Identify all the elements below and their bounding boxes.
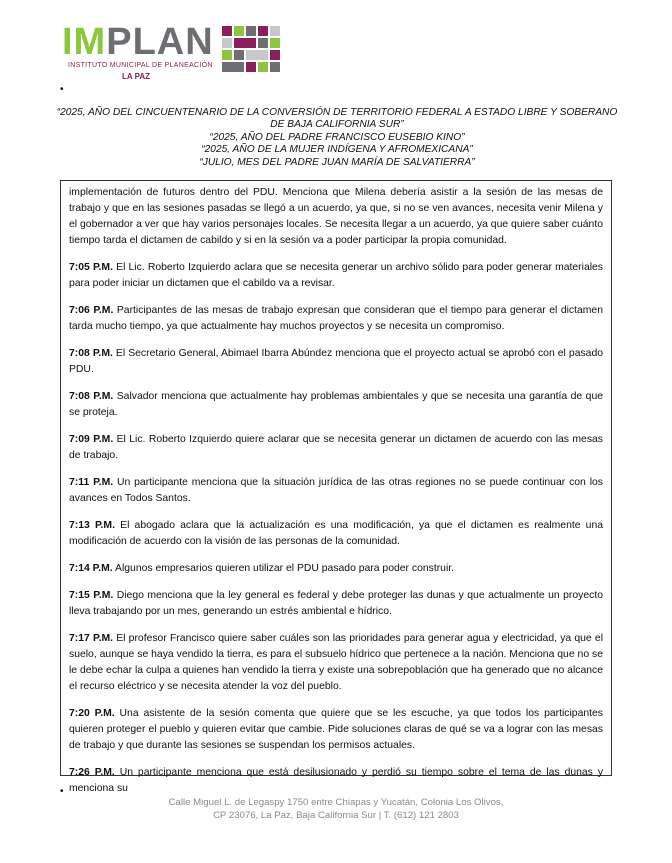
entry-text: Algunos empresarios quieren utilizar el PDU pasado para poder construir. [112, 563, 455, 574]
slogan-1: “2025, AÑO DEL CINCUENTENARIO DE LA CONVERSIÓN DE TERRITORIO FEDERAL A ESTADO LIBRE Y SOBERANO DE BAJA CALIFORNIA SUR” [56, 107, 618, 131]
entry-time: 7:11 P.M. [69, 477, 114, 488]
entry-time: 7:20 P.M. [69, 708, 115, 719]
entry-text: Salvador menciona que actualmente hay problemas ambientales y que se necesita una garantía de que se proteja. [69, 391, 604, 418]
entry-text: implementación de futuros dentro del PDU. Menciona que Milena debería asistir a la sesión de las mesas de trabajo y que en las sesiones pasadas se llegó a un acuerdo, ya que, si no se ven avances, necesita venir Milena y el gobernador a ver que hay varios personajes locales. Se necesita llegar a un acuerdo, ya que quiere saber cuánto tiempo tarda el dictamen de cabildo y si en la sesión va a poder participar la propia comunidad. [69, 187, 603, 246]
entry-text: El abogado aclara que la actualización es una modificación, ya que el dictamen es realmente una modificación de acuerdo con la visión de las personas de la comunidad. [69, 520, 604, 547]
entry-text: Participantes de las mesas de trabajo expresan que consideran que el tiempo para generar el dictamen tarda mucho tiempo, ya que actualmente hay muchos proyectos y se necesita un compromiso. [69, 305, 603, 332]
entry-time: 7:13 P.M. [69, 520, 115, 531]
entry-time: 7:17 P.M. [69, 633, 114, 644]
slogan-4: “JULIO, MES DEL PADRE JUAN MARÍA DE SALVATIERRA” [199, 156, 475, 168]
minutes-entry [69, 588, 603, 620]
entry-time: 7:15 P.M. [69, 590, 114, 601]
entry-text: Un participante menciona que está desilusionado y perdió su tiempo sobre el tema de las dunas y menciona su [69, 767, 604, 794]
minutes-entry [69, 185, 603, 249]
entry-text: El Secretario General, Abimael Ibarra Abúndez menciona que el proyecto actual se aprobó con el pasado PDU. [69, 348, 603, 375]
footer-address [0, 796, 672, 822]
logo-word-plan: PLAN [106, 21, 214, 63]
logo-wordmark [62, 22, 214, 62]
minutes-entry [69, 346, 603, 378]
entry-time: 7:14 P.M. [69, 563, 113, 574]
entry-text: El Lic. Roberto Izquierdo aclara que se necesita generar un archivo sólido para poder generar materiales para poder iniciar un dictamen que el cabildo va a revisar. [69, 262, 604, 289]
slogan-3: “2025, AÑO DE LA MUJER INDÍGENA Y AFROMEXICANA” [201, 144, 473, 156]
minutes-content-box [60, 180, 612, 794]
minutes-entry [69, 518, 603, 550]
footer-line-1: Calle Miguel L. de Legaspy 1750 entre Chiapas y Yucatán, Colonia Los Olivos, [168, 797, 504, 808]
footer-line-2: CP 23076, La Paz, Baja California Sur | T. (612) 121 2803 [213, 810, 459, 821]
minutes-entry [69, 432, 603, 464]
implan-mosaic-icon [222, 26, 280, 78]
footer-bullet: • [60, 786, 64, 797]
entry-time: 7:26 P.M. [69, 767, 115, 778]
entry-time: 7:08 P.M. [69, 391, 114, 402]
entry-text: El profesor Francisco quiere saber cuáles son las prioridades para generar agua y electricidad, ya que el suelo, aunque se haya vendido la tierra, es para el subsuelo hídrico que pertenece a la nación. Menciona que no se le debe echar la culpa a quienes han vendido la tierra y existe una sobrepoblación que ha generado que no alcance el recurso eléctrico y se necesita atender la voz del pueblo. [69, 633, 604, 692]
slogans-block [50, 107, 624, 169]
minutes-entry [69, 389, 603, 421]
entry-text: Un participante menciona que la situación jurídica de las otras regiones no se puede continuar con los avances en Todos Santos. [69, 477, 603, 504]
entry-text: Una asistente de la sesión comenta que quiere que se les escuche, ya que todos los participantes quieren proteger el pueblo y quieren evitar que cambie. Pide soluciones claras de qué se va a lograr con las mesas de trabajo y que durante las sesiones se suspendan los permisos actuales. [69, 708, 603, 751]
minutes-entry [69, 303, 603, 335]
slogan-2: “2025, AÑO DEL PADRE FRANCISCO EUSEBIO KINO” [209, 131, 465, 143]
minutes-entry [69, 631, 603, 695]
logo-word-im: IM [62, 21, 107, 63]
minutes-entry [69, 706, 603, 754]
logo-subtitle: INSTITUTO MUNICIPAL DE PLANEACIÓN [68, 62, 213, 69]
entry-text: Diego menciona que la ley general es federal y debe proteger las dunas y que actualmente un proyecto lleva trabajando por un mes, generando un estrés ambiental e hídrico. [69, 590, 603, 617]
minutes-entry [69, 561, 603, 577]
minutes-entry [69, 765, 603, 797]
entry-text: El Lic. Roberto Izquierdo quiere aclarar que se necesita generar un dictamen de acuerdo con las mesas de trabajo. [69, 434, 603, 461]
entry-time: 7:05 P.M. [69, 262, 113, 273]
entry-time: 7:06 P.M. [69, 305, 114, 316]
minutes-entry [69, 475, 603, 507]
minutes-entry [69, 260, 603, 292]
entry-time: 7:09 P.M. [69, 434, 114, 445]
entry-time: 7:08 P.M. [69, 348, 113, 359]
logo-city: LA PAZ [122, 72, 150, 81]
header-bullet: • [60, 84, 64, 95]
